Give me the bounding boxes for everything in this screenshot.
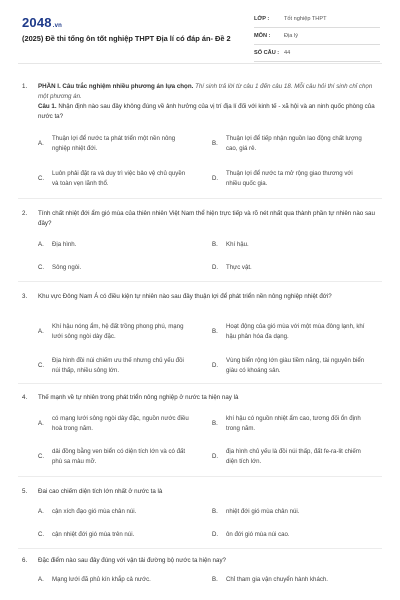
option-letter: A. bbox=[38, 420, 44, 427]
header-divider bbox=[18, 63, 382, 64]
question-number: 6. bbox=[22, 557, 28, 564]
part-title: PHẦN I. Câu trắc nghiệm nhiều phương án lựa chọn. bbox=[38, 83, 194, 90]
site-logo[interactable] bbox=[22, 15, 62, 30]
option-letter: A. bbox=[38, 576, 44, 583]
meta-value: Địa lý bbox=[284, 33, 298, 39]
question-sub-label: Câu 1. bbox=[38, 103, 57, 110]
option-letter: C. bbox=[38, 362, 45, 369]
option-text: Thuận lợi để nước ta mở rộng giao thương với nhiều quốc gia. bbox=[226, 170, 353, 187]
option-letter: D. bbox=[212, 453, 219, 460]
option-letter: A. bbox=[38, 508, 44, 515]
option-text: ôn đới gió mùa núi cao. bbox=[226, 531, 290, 538]
option-letter: D. bbox=[212, 175, 219, 182]
question-number: 1. bbox=[22, 83, 28, 90]
option-text: cận xích đạo gió mùa chân núi. bbox=[52, 508, 137, 515]
option-text: Thuận lợi để tiếp nhận nguồn lao động chất lượng cao, giá rẻ. bbox=[226, 135, 362, 152]
option-text: Thuận lợi để nước ta phát triển một nền nông nghiệp nhiệt đới. bbox=[52, 135, 176, 152]
option-letter: A. bbox=[38, 328, 44, 335]
question-divider bbox=[18, 476, 382, 477]
question-stem: Đặc điểm nào sau đây đúng với vận tải đường bộ nước ta hiện nay? bbox=[38, 557, 226, 564]
question-number: 3. bbox=[22, 293, 28, 300]
option-text: có mạng lưới sông ngòi dày đặc, nguồn nước điều hoà trong năm. bbox=[52, 415, 189, 432]
option-letter: B. bbox=[212, 328, 218, 335]
option-letter: C. bbox=[38, 531, 45, 538]
meta-key: SỐ CÂU : bbox=[254, 50, 280, 56]
option-text: Khí hậu nóng ẩm, hệ đất trồng phong phú, mạng lưới sông ngòi dày đặc. bbox=[52, 323, 184, 340]
question-number: 5. bbox=[22, 488, 28, 495]
option-text: Hoạt động của gió mùa với một mùa đông lạnh, khí hậu phân hóa đa dạng. bbox=[226, 323, 365, 340]
part-note: Thí sinh trả lời từ câu 1 đến câu 18. Mỗi câu hỏi thí sinh chỉ chọn một phương án. bbox=[38, 83, 373, 100]
option-text: Chỉ tham gia vận chuyển hành khách. bbox=[226, 576, 328, 583]
question-stem: Tính chất nhiệt đới ẩm gió mùa của thiên nhiên Việt Nam thể hiện trực tiếp và rõ nét nhất qua thành phần tự nhiên nào sau đây? bbox=[38, 210, 375, 227]
option-text: Thực vật. bbox=[226, 264, 252, 271]
option-letter: C. bbox=[38, 453, 45, 460]
question-divider bbox=[18, 281, 382, 282]
question-stem: Thế mạnh về tự nhiên trong phát triển nông nghiệp ở nước ta hiện nay là bbox=[38, 394, 239, 401]
option-text: địa hình chủ yếu là đồi núi thấp, đất fe-ra-lit chiếm diện tích lớn. bbox=[226, 448, 361, 465]
meta-value: 44 bbox=[284, 50, 291, 56]
option-letter: B. bbox=[212, 140, 218, 147]
meta-row-subject bbox=[254, 28, 380, 45]
option-letter: A. bbox=[38, 241, 44, 248]
option-text: Sông ngòi. bbox=[52, 264, 82, 271]
option-letter: B. bbox=[212, 508, 218, 515]
logo-text: 2048 bbox=[22, 15, 52, 30]
option-letter: C. bbox=[38, 175, 45, 182]
meta-value: Tốt nghiệp THPT bbox=[284, 16, 327, 22]
option-text: Mạng lưới đã phủ kín khắp cả nước. bbox=[52, 576, 151, 583]
option-text: Luôn phải đặt ra và duy trì việc bảo vệ chủ quyền và toàn vẹn lãnh thổ. bbox=[52, 170, 186, 187]
question-number: 2. bbox=[22, 210, 28, 217]
question-text bbox=[38, 82, 378, 122]
option-text: khí hậu có nguồn nhiệt ẩm cao, tương đối ổn định trong năm. bbox=[226, 415, 361, 432]
option-text: nhiệt đới gió mùa chân núi. bbox=[226, 508, 300, 515]
option-text: Địa hình đồi núi chiếm ưu thế nhưng chủ yếu đồi núi thấp, nhiều sông lớn. bbox=[52, 357, 184, 374]
meta-row-count bbox=[254, 45, 380, 62]
meta-row-class bbox=[254, 11, 380, 28]
question-divider bbox=[18, 383, 382, 384]
meta-key: MÔN : bbox=[254, 33, 271, 39]
question-stem: Nhận định nào sau đây không đúng về ảnh hưởng của vị trí địa lí đối với kinh tế - xã hội và an ninh quốc phòng của nước ta? bbox=[38, 103, 375, 120]
option-text: Địa hình. bbox=[52, 241, 77, 248]
question-stem: Đai cao chiếm diện tích lớn nhất ở nước ta là bbox=[38, 488, 163, 495]
question-divider bbox=[18, 548, 382, 549]
option-letter: B. bbox=[212, 241, 218, 248]
document-title: (2025) Đề thi tổng ôn tốt nghiệp THPT Địa lí có đáp án- Đề 2 bbox=[22, 34, 231, 43]
option-letter: D. bbox=[212, 264, 219, 271]
option-text: cận nhiệt đới gió mùa trên núi. bbox=[52, 531, 135, 538]
option-text: Vùng biển rộng lớn giàu tiềm năng, tài nguyên biển giàu có khoáng sản. bbox=[226, 357, 365, 374]
option-letter: B. bbox=[212, 576, 218, 583]
option-text: Khí hậu. bbox=[226, 241, 249, 248]
meta-key: LỚP : bbox=[254, 16, 270, 22]
page-header bbox=[0, 0, 400, 60]
question-stem: Khu vực Đông Nam Á có điều kiện tự nhiên nào sau đây thuận lợi để phát triển nền nông nghiệp nhiệt đới? bbox=[38, 293, 332, 300]
option-text: dải đồng bằng ven biển có diện tích lớn và có đất phù sa màu mỡ. bbox=[52, 448, 186, 465]
logo-suffix: .vn bbox=[52, 23, 63, 29]
option-letter: D. bbox=[212, 362, 219, 369]
option-letter: B. bbox=[212, 420, 218, 427]
exam-meta bbox=[254, 11, 380, 62]
question-divider bbox=[18, 198, 382, 199]
option-letter: D. bbox=[212, 531, 219, 538]
question-number: 4. bbox=[22, 394, 28, 401]
option-letter: A. bbox=[38, 140, 44, 147]
option-letter: C. bbox=[38, 264, 45, 271]
